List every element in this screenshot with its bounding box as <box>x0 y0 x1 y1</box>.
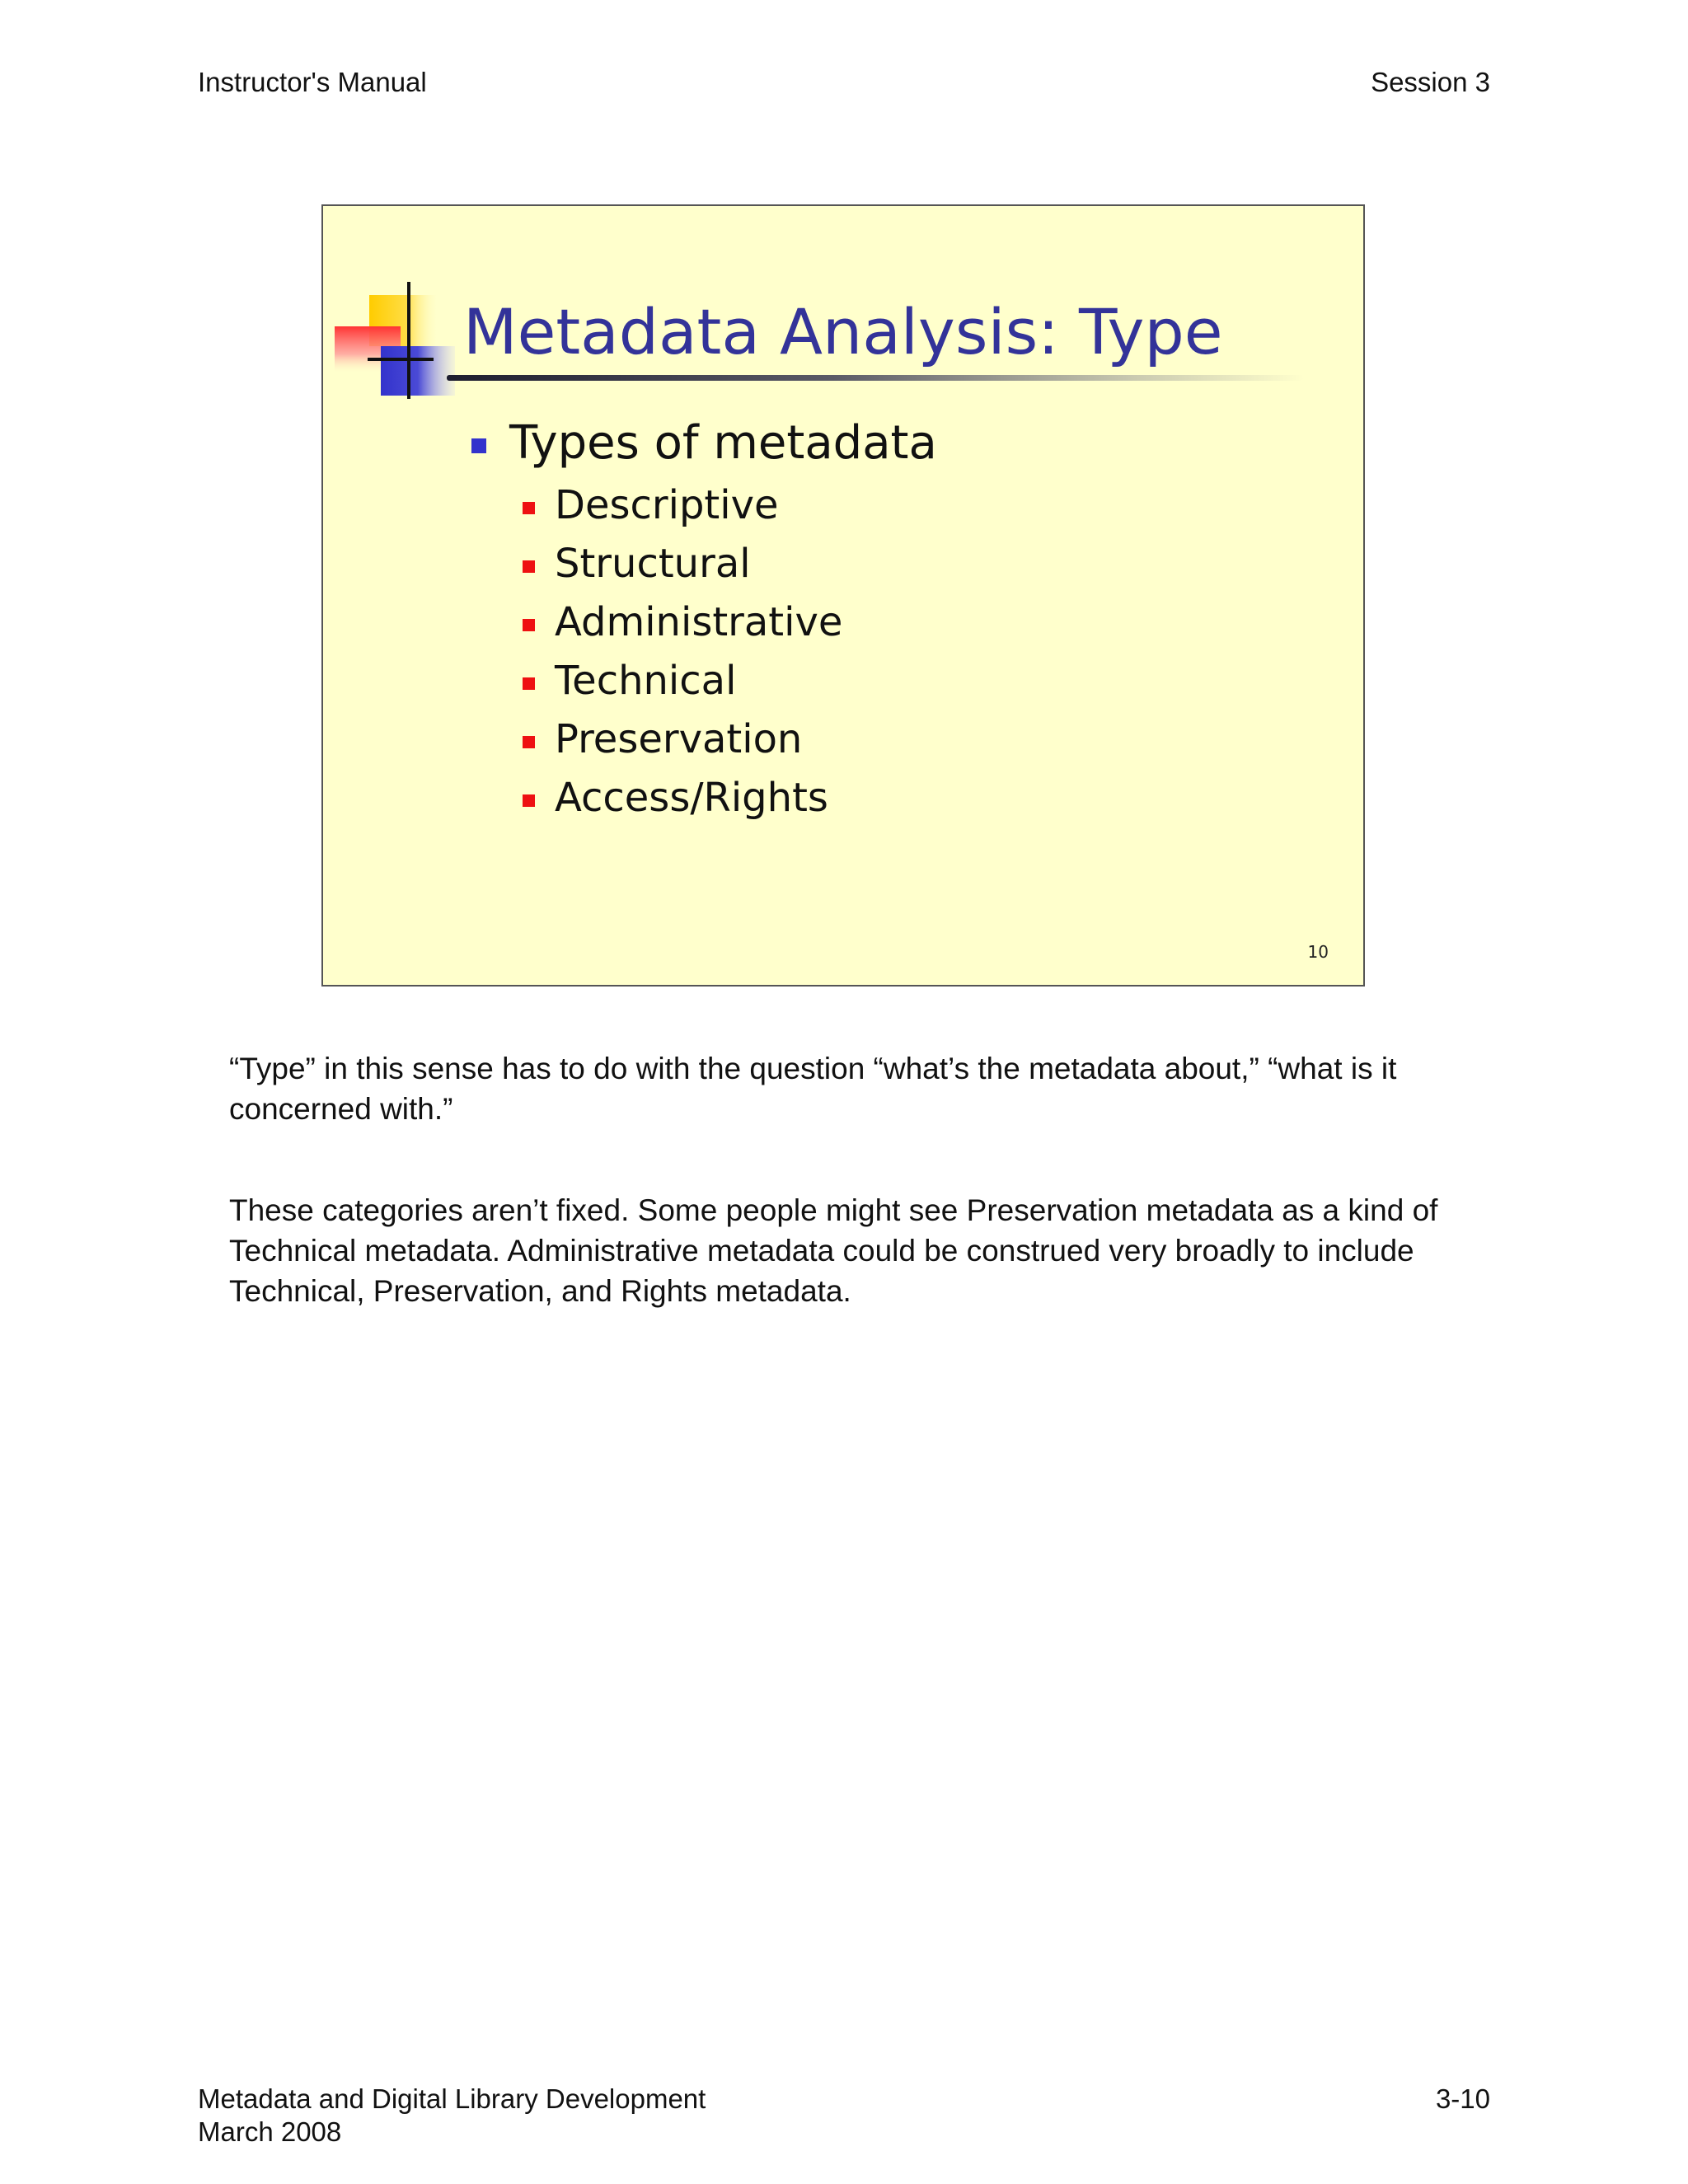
footer-course-title: Metadata and Digital Library Development <box>198 2083 706 2114</box>
sub-bullet-item <box>523 593 937 652</box>
overlapping-squares-crosshair-icon <box>335 280 467 412</box>
square-bullet-icon <box>523 736 535 748</box>
square-bullet-icon <box>471 438 486 453</box>
slide-bullet-list <box>471 410 937 827</box>
sub-bullet-item <box>523 769 937 827</box>
sub-bullet-item <box>523 652 937 710</box>
square-bullet-icon <box>523 677 535 690</box>
header-manual-label: Instructor's Manual <box>198 67 427 97</box>
instructor-notes <box>229 1048 1465 1372</box>
sub-bullet-text: Administrative <box>555 599 843 645</box>
sub-bullet-container <box>471 476 937 827</box>
bullet-types-of-metadata <box>471 410 937 476</box>
sub-bullet-text: Descriptive <box>555 482 779 528</box>
slide-number: 10 <box>1307 942 1329 962</box>
notes-paragraph: These categories aren’t fixed. Some people might see Preservation metadata as a kind of Technical metadata. Administrative metadata could be construed very broadly to include Technical, Preservation, and Rights metadata. <box>229 1193 1438 1308</box>
square-bullet-icon <box>523 619 535 631</box>
bullet-text: Types of metadata <box>509 416 937 470</box>
sub-bullet-text: Preservation <box>555 716 803 762</box>
footer-left <box>198 2083 706 2149</box>
sub-bullet-text: Technical <box>555 658 737 704</box>
sub-bullet-item <box>523 710 937 769</box>
title-underline <box>447 375 1304 381</box>
page-footer <box>198 2083 1490 2149</box>
square-bullet-icon <box>523 560 535 573</box>
sub-bullet-text: Access/Rights <box>555 775 828 821</box>
page-header <box>198 66 1490 99</box>
footer-date: March 2008 <box>198 2116 342 2147</box>
notes-paragraph: “Type” in this sense has to do with the question “what’s the metadata about,” “what is it concerned with.” <box>229 1052 1397 1126</box>
sub-bullet-text: Structural <box>555 541 751 587</box>
slide-title: Metadata Analysis: Type <box>463 295 1223 368</box>
footer-page-number: 3-10 <box>1435 2083 1490 2114</box>
sub-bullet-list <box>471 476 937 827</box>
sub-bullet-item <box>523 476 937 535</box>
square-bullet-icon <box>523 502 535 514</box>
header-session-label: Session 3 <box>1371 67 1490 97</box>
sub-bullet-item <box>523 535 937 593</box>
square-bullet-icon <box>523 794 535 807</box>
slide <box>321 204 1365 987</box>
